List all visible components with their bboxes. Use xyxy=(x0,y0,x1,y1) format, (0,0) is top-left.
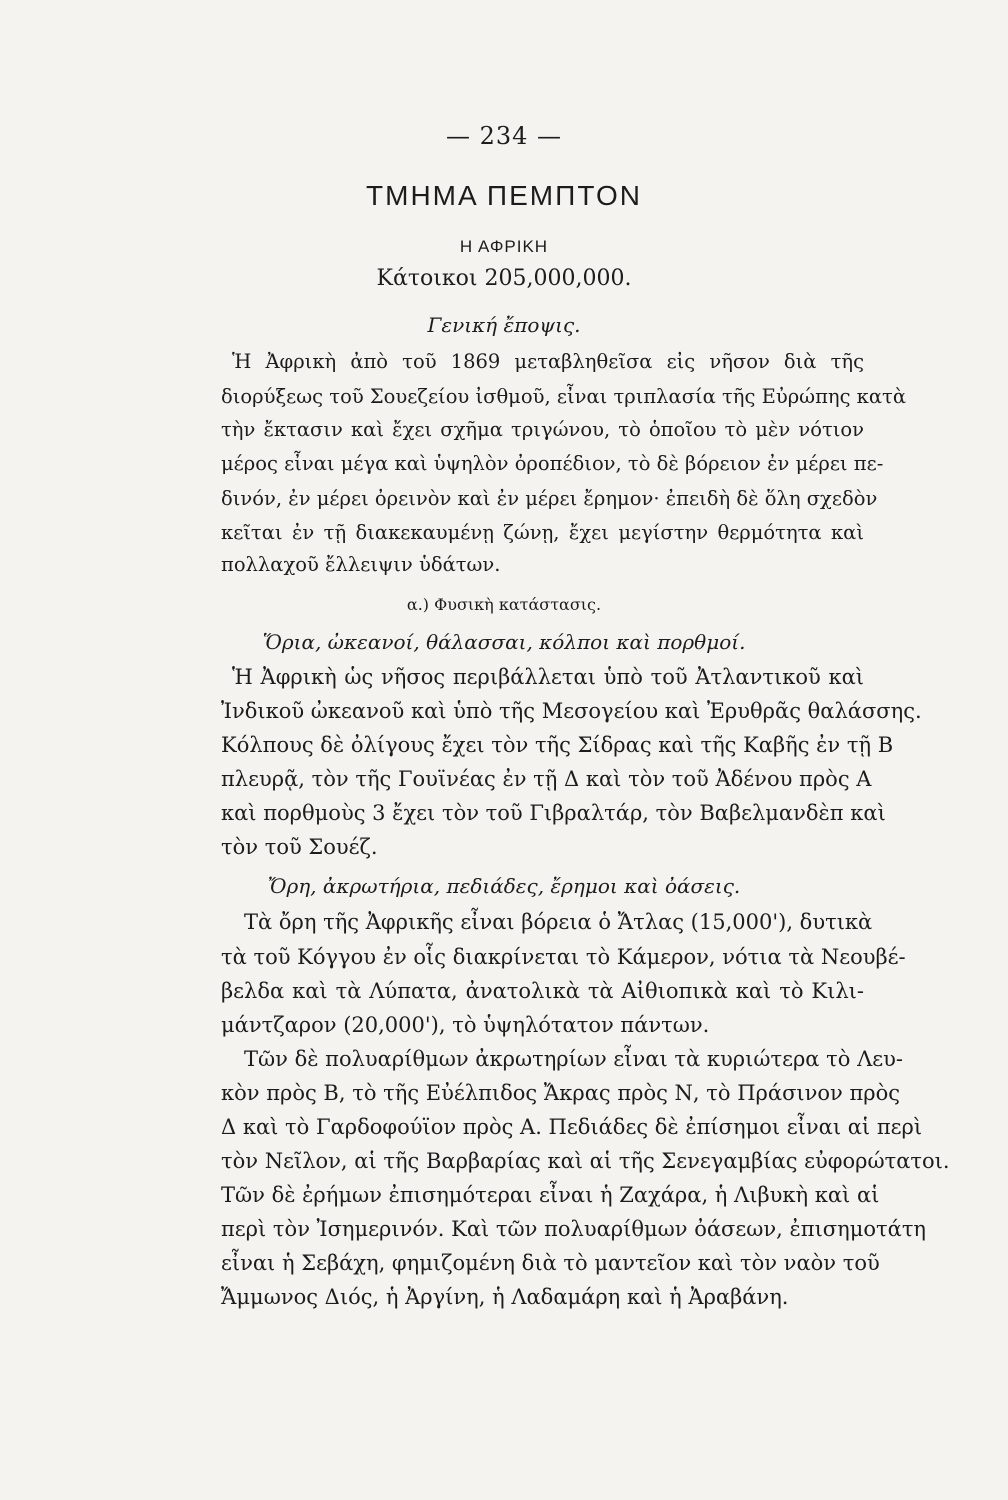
text-line: πλευρᾷ, τὸν τῆς Γουϊνέας ἐν τῇ Δ καὶ τὸν τοῦ Ἀδένου πρὸς Α xyxy=(221,767,872,791)
text-line: τὰ τοῦ Κόγγου ἐν οἷς διακρίνεται τὸ Κάμερον, νότια τὰ Νεουβέ- xyxy=(221,945,906,969)
section-title: ΤΜΗΜΑ ΠΕΜΠΤΟΝ xyxy=(366,180,642,211)
text-line: Κόλπους δὲ ὀλίγους ἔχει τὸν τῆς Σίδρας καὶ τῆς Καβῆς ἐν τῇ Β xyxy=(221,733,894,757)
text-line: καὶ πορθμοὺς 3 ἔχει τὸν τοῦ Γιβραλτάρ, τὸν Βαβελμανδὲπ καὶ xyxy=(221,801,886,825)
text-line: εἶναι ἡ Σεβάχη, φημιζομένη διὰ τὸ μαντεῖον καὶ τὸν ναὸν τοῦ xyxy=(221,1251,880,1275)
text-line: διορύξεως τοῦ Σουεζείου ἰσθμοῦ, εἶναι τριπλασία τῆς Εὐρώπης κατὰ xyxy=(221,385,906,408)
text-line: Ἡ Ἀφρικὴ ἀπὸ τοῦ 1869 μεταβληθεῖσα εἰς νῆσον διὰ τῆς xyxy=(232,350,864,373)
text-line: μάντζαρον (20,000'), τὸ ὑψηλότατον πάντων. xyxy=(221,1013,710,1037)
text-line: Τῶν δὲ πολυαρίθμων ἀκρωτηρίων εἶναι τὰ κυριώτερα τὸ Λευ- xyxy=(244,1047,903,1071)
text-line: μέρος εἶναι μέγα καὶ ὑψηλὸν ὀροπέδιον, τὸ δὲ βόρειον ἐν μέρει πε- xyxy=(221,452,884,475)
text-line: βελδα καὶ τὰ Λύπατα, ἀνατολικὰ τὰ Αἰθιοπικὰ καὶ τὸ Κιλι- xyxy=(221,979,864,1003)
text-line: δινόν, ἐν μέρει ὀρεινὸν καὶ ἐν μέρει ἔρημον· ἐπειδὴ δὲ ὅλη σχεδὸν xyxy=(221,487,878,510)
text-line: τὸν τοῦ Σουέζ. xyxy=(221,835,378,859)
text-line: Ἄμμωνος Διός, ἡ Ἀργίνη, ἡ Λαδαμάρη καὶ ἡ Ἀραβάνη. xyxy=(221,1285,789,1309)
chapter-subtitle: Η ΑΦΡΙΚΗ xyxy=(459,237,549,256)
text-line: Τῶν δὲ ἐρήμων ἐπισημότεραι εἶναι ἡ Ζαχάρα, ἡ Λιβυκὴ καὶ αἱ xyxy=(221,1183,880,1207)
physical-state-heading: α.) Φυσικὴ κατάστασις. xyxy=(406,595,602,614)
text-line: Τὰ ὄρη τῆς Ἀφρικῆς εἶναι βόρεια ὁ Ἄτλας (15,000'), δυτικὰ xyxy=(244,910,873,934)
text-line: τὴν ἔκτασιν καὶ ἔχει σχῆμα τριγώνου, τὸ ὁποῖου τὸ μὲν νότιον xyxy=(221,418,864,441)
page-number: — 234 — xyxy=(445,122,563,150)
text-line: Ἡ Ἀφρικὴ ὡς νῆσος περιβάλλεται ὑπὸ τοῦ Ἀτλαντικοῦ καὶ xyxy=(232,665,864,689)
general-view-heading: Γενική ἔποψις. xyxy=(427,313,581,337)
text-line: Δ καὶ τὸ Γαρδοφούϊον πρὸς Α. Πεδιάδες δὲ ἐπίσημοι εἶναι αἱ περὶ xyxy=(221,1115,923,1139)
text-line: τὸν Νεῖλον, αἱ τῆς Βαρβαρίας καὶ αἱ τῆς Σενεγαμβίας εὐφορώτατοι. xyxy=(221,1149,950,1173)
mountains-heading: Ὄρη, ἀκρωτήρια, πεδιάδες, ἔρημοι καὶ ὀάσεις. xyxy=(267,874,741,898)
borders-heading: Ὅρια, ὠκεανοί, θάλασσαι, κόλποι καὶ πορθμοί. xyxy=(262,630,746,654)
population-line: Κάτοικοι 205,000,000. xyxy=(376,266,632,291)
text-line: κὸν πρὸς Β, τὸ τῆς Εὐέλπιδος Ἄκρας πρὸς Ν, τὸ Πράσινον πρὸς xyxy=(221,1081,901,1105)
text-line: κεῖται ἐν τῇ διακεκαυμένῃ ζώνῃ, ἔχει μεγίστην θερμότητα καὶ xyxy=(221,521,864,544)
text-line: περὶ τὸν Ἰσημερινόν. Καὶ τῶν πολυαρίθμων ὀάσεων, ἐπισημοτάτη xyxy=(221,1217,927,1241)
text-line: Ἰνδικοῦ ὠκεανοῦ καὶ ὑπὸ τῆς Μεσογείου καὶ Ἐρυθρᾶς θαλάσσης. xyxy=(221,699,922,723)
text-line: πολλαχοῦ ἔλλειψιν ὑδάτων. xyxy=(221,553,501,576)
